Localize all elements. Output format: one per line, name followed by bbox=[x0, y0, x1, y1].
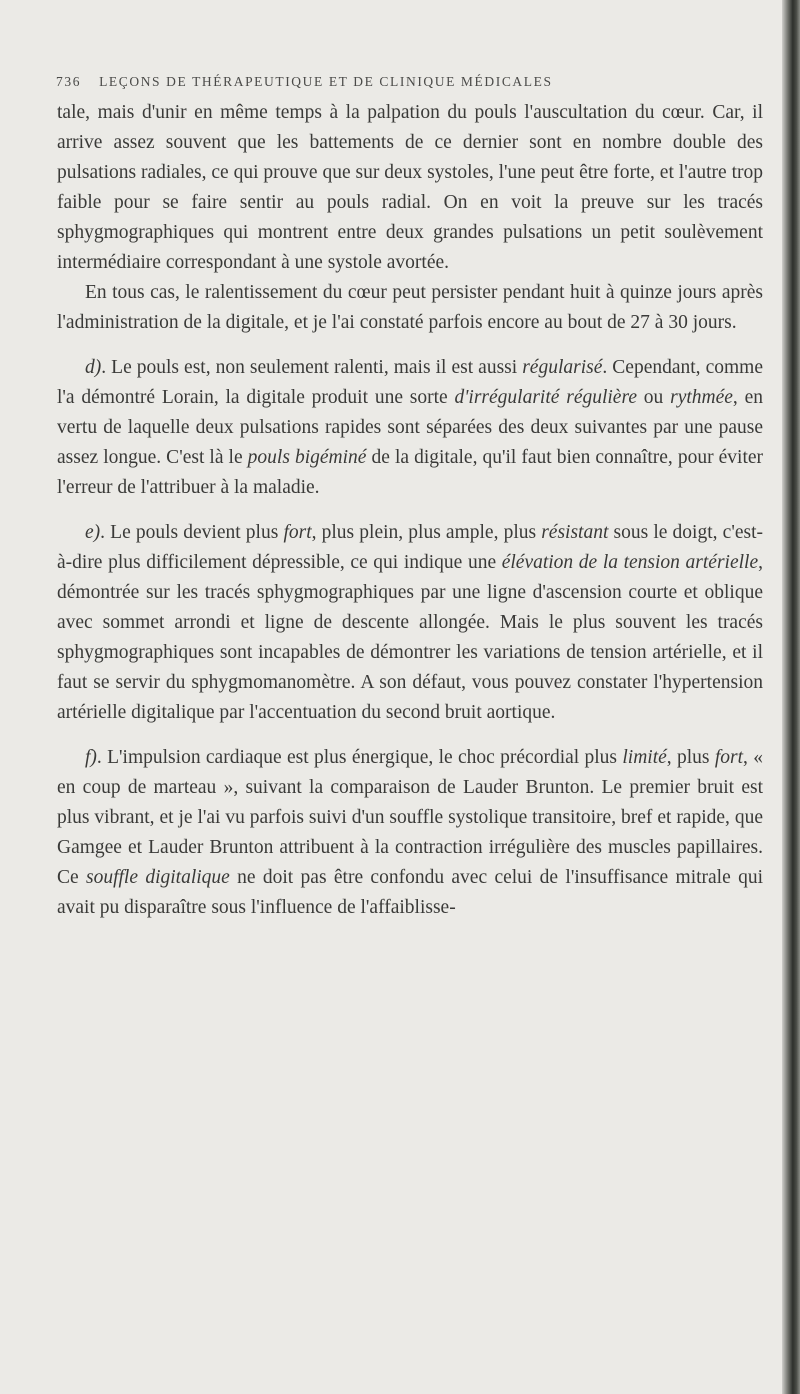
italic-text: d) bbox=[85, 357, 102, 378]
text-run: , plus bbox=[666, 747, 715, 768]
italic-text: e) bbox=[85, 522, 101, 543]
body-text bbox=[57, 98, 763, 923]
text-run: ne doit pas être confondu avec celui de l'insuffisance mitrale qui avait pu disparaître sous l'influence de l'affaiblisse- bbox=[57, 867, 763, 918]
text-run: , plus plein, plus ample, plus bbox=[311, 522, 542, 543]
italic-text: f) bbox=[85, 747, 97, 768]
italic-text: fort bbox=[283, 522, 312, 543]
italic-text: rythmée bbox=[670, 387, 733, 408]
text-run: . Le pouls devient plus bbox=[100, 522, 284, 543]
italic-text: résistant bbox=[541, 522, 609, 543]
paragraph-e-tension bbox=[57, 518, 763, 728]
text-run: de la digitale, qu'il faut bien connaître, pour éviter l'erreur de l'attribuer à la maladie. bbox=[57, 447, 764, 498]
paragraph-d-regularise bbox=[57, 353, 763, 503]
text-run: ou bbox=[636, 387, 671, 408]
italic-text: élévation de la tension artérielle bbox=[501, 552, 759, 573]
paragraph-duration bbox=[57, 278, 763, 338]
running-title: LEÇONS DE THÉRAPEUTIQUE ET DE CLINIQUE MÉDICALES bbox=[99, 74, 553, 89]
text-run: , en vertu de laquelle deux pulsations rapides sont séparées des deux suivantes par une pause assez longue. C'est là le bbox=[57, 387, 764, 468]
italic-text: souffle digitalique bbox=[86, 867, 230, 888]
text-run: . L'impulsion cardiaque est plus énergique, le choc précordial plus bbox=[96, 747, 623, 768]
italic-text: d'irrégularité régulière bbox=[454, 387, 637, 408]
text-run: , « en coup de marteau », suivant la comparaison de Lauder Brunton. Le premier bruit est plus vibrant, et je l'ai vu parfois suivi d'un souffle systolique transitoire, bref et rapide, que Gamgee et Lauder Brunton attribuent à la contraction irrégulière des muscles papillaires. Ce bbox=[57, 747, 764, 888]
page-number: 736 bbox=[56, 74, 82, 89]
italic-text: limité bbox=[622, 747, 667, 768]
italic-text: régularisé bbox=[522, 357, 603, 378]
text-run: tale, mais d'unir en même temps à la palpation du pouls l'auscultation du cœur. Car, il arrive assez souvent que les battements de ce dernier sont en nombre double des pulsations radiales, ce qui prouve que sur deux systoles, l'une peut être forte, et l'autre trop faible pour se faire sentir au pouls radial. On en voit la preuve sur les tracés sphygmographiques qui montrent entre deux grandes pulsations un petit soulèvement intermédiaire correspondant à une systole avortée. bbox=[57, 102, 763, 273]
paragraph-continuation bbox=[57, 98, 763, 278]
book-spine-edge bbox=[782, 0, 800, 1394]
paragraph-f-impulsion bbox=[57, 743, 763, 923]
running-head bbox=[56, 74, 756, 90]
text-run: . Le pouls est, non seulement ralenti, mais il est aussi bbox=[101, 357, 523, 378]
text-run: sous le doigt, c'est-à-dire plus difficilement dépressible, ce qui indique une bbox=[57, 522, 763, 573]
text-run: , démontrée sur les tracés sphygmographiques par une ligne d'ascension courte et oblique avec sommet arrondi et ligne de descente allongée. Mais le plus souvent les tracés sphygmographiques sont incapables de démontrer les variations de tension artérielle, et il faut se servir du sphygmomanomètre. A son défaut, vous pouvez constater l'hypertension artérielle digitalique par l'accentuation du second bruit aortique. bbox=[57, 552, 763, 723]
italic-text: pouls bigéminé bbox=[247, 447, 367, 468]
text-run: En tous cas, le ralentissement du cœur peut persister pendant huit à quinze jours après l'administration de la digitale, et je l'ai constaté parfois encore au bout de 27 à 30 jours. bbox=[57, 282, 763, 333]
italic-text: fort bbox=[714, 747, 744, 768]
text-run: . Cependant, comme l'a démontré Lorain, la digitale produit une sorte bbox=[57, 357, 763, 408]
